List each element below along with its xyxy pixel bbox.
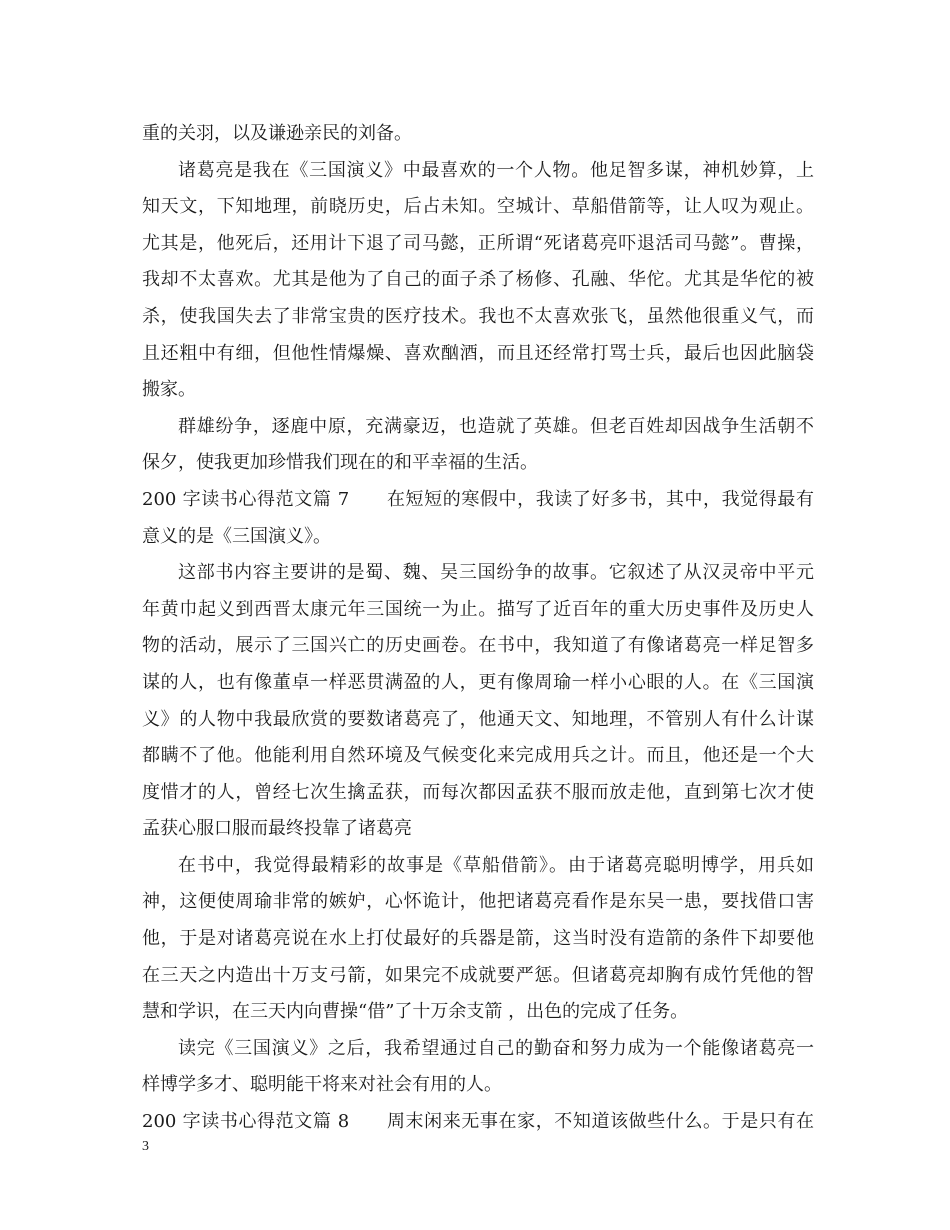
text-line: 在书中，我觉得最精彩的故事是《草船借箭》。由于诸葛亮聪明博学，用兵如 (178, 854, 814, 876)
text-line: 诸葛亮是我在《三国演义》中最喜欢的一个人物。他足智多谋，神机妙算，上 (178, 159, 814, 181)
text-line: 且还粗中有细，但他性情爆燥、喜欢酗酒，而且还经常打骂士兵，最后也因此脑袋 (142, 342, 814, 364)
page-number: 3 (142, 1139, 149, 1154)
text-line: 尤其是，他死后，还用计下退了司马懿，正所谓“死诸葛亮吓退活司马懿”。曹操， (142, 232, 814, 254)
text-line: 我却不太喜欢。尤其是他为了自己的面子杀了杨修、孔融、华佗。尤其是华佗的被 (142, 269, 814, 291)
text-line: 年黄巾起义到西晋太康元年三国统一为止。描写了近百年的重大历史事件及历史人 (142, 598, 814, 620)
text-line: 重的关羽，以及谦逊亲民的刘备。 (142, 123, 412, 144)
text-line: 神，这便使周瑜非常的嫉妒，心怀诡计，他把诸葛亮看作是东吴一患，要找借口害 (142, 891, 814, 913)
text-line: 这部书内容主要讲的是蜀、魏、吴三国纷争的故事。它叙述了从汉灵帝中平元 (178, 562, 814, 584)
text-line: 群雄纷争，逐鹿中原，充满豪迈，也造就了英雄。但老百姓却因战争生活朝不 (178, 415, 814, 437)
text-line: 保夕，使我更加珍惜我们现在的和平幸福的生活。 (142, 452, 538, 474)
text-line: 搬家。 (142, 379, 196, 401)
text-line: 他，于是对诸葛亮说在水上打仗最好的兵器是箭，这当时没有造箭的条件下却要他 (142, 928, 814, 950)
text-line: 杀，使我国失去了非常宝贵的医疗技术。我也不太喜欢张飞，虽然他很重义气，而 (142, 305, 814, 327)
text-line: 意义的是《三国演义》。 (142, 525, 331, 547)
body-text (142, 116, 814, 1141)
text-line: 度惜才的人，曾经七次生擒孟获，而每次都因孟获不服而放走他，直到第七次才使 (142, 781, 814, 803)
text-line: 在三天之内造出十万支弓箭，如果完不成就要严惩。但诸葛亮却胸有成竹凭他的智 (142, 964, 814, 986)
text-line: 物的活动，展示了三国兴亡的历史画卷。在书中，我知道了有像诸葛亮一样足智多 (142, 635, 814, 657)
text-line: 谋的人，也有像董卓一样恶贯满盈的人，更有像周瑜一样小心眼的人。在《三国演 (142, 671, 814, 693)
text-line: 读完《三国演义》之后，我希望通过自己的勤奋和努力成为一个能像诸葛亮一 (178, 1037, 814, 1059)
section-heading-line: 200 字读书心得范文篇 8 周末闲来无事在家，不知道该做些什么。于是只有在 (142, 1111, 814, 1133)
text-line: 都瞒不了他。他能利用自然环境及气候变化来完成用兵之计。而且，他还是一个大 (142, 745, 814, 767)
text-line: 义》的人物中我最欣赏的要数诸葛亮了，他通天文、知地理，不管别人有什么计谋 (142, 708, 814, 730)
text-line: 知天文，下知地理，前晓历史，后占未知。空城计、草船借箭等，让人叹为观止。 (142, 196, 814, 218)
section-heading-line: 200 字读书心得范文篇 7 在短短的寒假中，我读了好多书，其中，我觉得最有 (142, 488, 814, 510)
text-line: 样博学多才、聪明能干将来对社会有用的人。 (142, 1074, 502, 1096)
text-line: 孟获心服口服而最终投靠了诸葛亮 (142, 818, 412, 840)
text-line: 慧和学识，在三天内向曹操“借”了十万余支箭 ，出色的完成了任务。 (142, 1001, 689, 1023)
